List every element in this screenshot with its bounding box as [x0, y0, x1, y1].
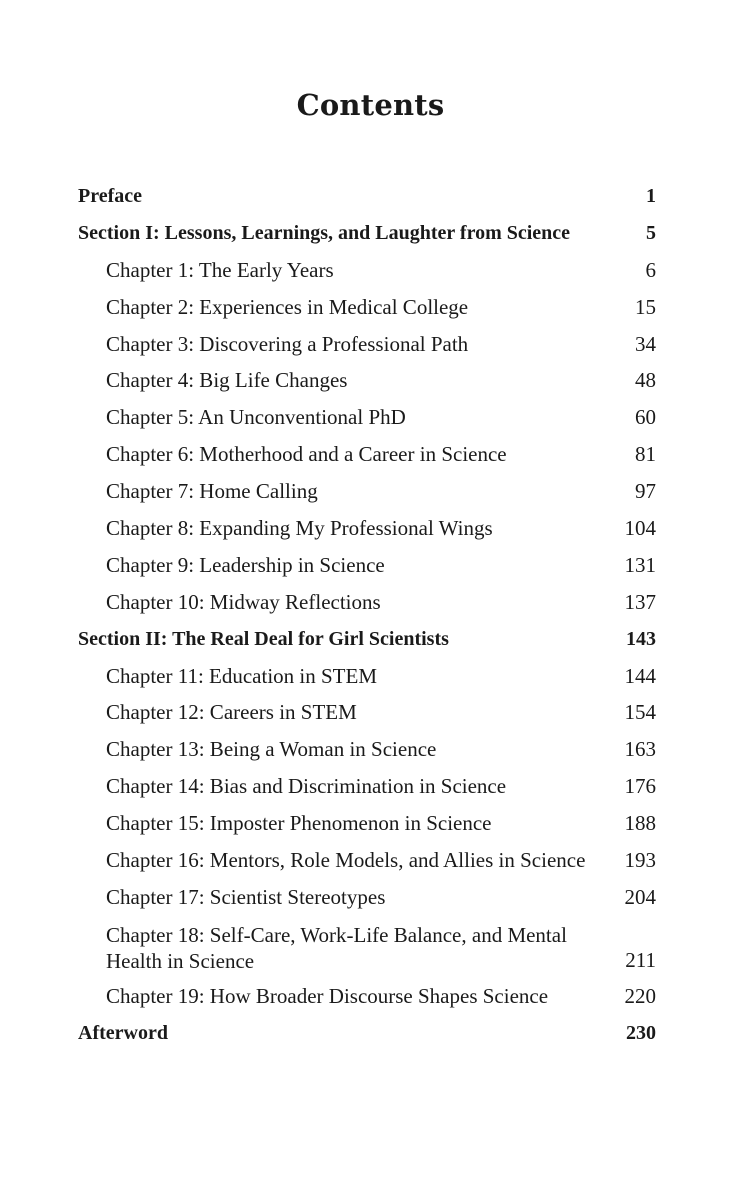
toc-chapter-entry: [78, 547, 656, 584]
toc-page-number: 143: [626, 627, 656, 650]
toc-chapter-entry: [78, 326, 656, 363]
toc-page-number: 176: [624, 774, 656, 799]
toc-chapter-entry: [78, 694, 656, 731]
toc-entry-label: Chapter 13: Being a Woman in Science: [106, 737, 437, 762]
toc-entry-label: Chapter 2: Experiences in Medical College: [106, 294, 469, 319]
toc-chapter-entry: [78, 584, 656, 621]
toc-page-number: 163: [624, 737, 656, 762]
toc-entry-label: Chapter 7: Home Calling: [106, 479, 318, 504]
toc-entry-label: Chapter 10: Midway Reflections: [106, 589, 381, 614]
toc-page-number: 48: [635, 368, 656, 393]
toc-chapter-entry: [78, 978, 656, 1015]
toc-entry-label: Chapter 4: Big Life Changes: [106, 368, 348, 393]
toc-page-number: 211: [625, 947, 656, 972]
toc-entry-label: Chapter 8: Expanding My Professional Wings: [106, 516, 493, 541]
toc-page-number: 6: [645, 257, 656, 282]
toc-entry-label: Chapter 9: Leadership in Science: [106, 552, 385, 577]
toc-chapter-entry: [78, 510, 656, 547]
toc-chapter-entry: [78, 362, 656, 399]
toc-entry-label: Chapter 6: Motherhood and a Career in Science: [106, 442, 507, 467]
toc-entry-label: Chapter 18: Self-Care, Work-Life Balance, and Mental Health in Science: [106, 922, 567, 973]
toc-entry-label: Afterword: [78, 1021, 168, 1044]
toc-chapter-entry: [78, 399, 656, 436]
toc-page-number: 104: [624, 516, 656, 541]
toc-section-entry: [78, 215, 656, 252]
toc-entry-label: Chapter 17: Scientist Stereotypes: [106, 884, 386, 909]
toc-chapter-entry: [78, 842, 656, 879]
toc-page-number: 154: [624, 700, 656, 725]
toc-section-entry: [78, 1015, 656, 1052]
toc-entry-label: Chapter 19: How Broader Discourse Shapes Science: [106, 983, 549, 1008]
toc-page-number: 193: [624, 848, 656, 873]
table-of-contents: [78, 178, 656, 1052]
toc-chapter-entry: [78, 473, 656, 510]
toc-entry-label: Chapter 5: An Unconventional PhD: [106, 405, 406, 430]
toc-entry-label: Preface: [78, 185, 143, 207]
toc-chapter-entry: [78, 768, 656, 805]
toc-entry-label: Chapter 11: Education in STEM: [106, 663, 378, 688]
toc-page-number: 34: [635, 331, 656, 356]
toc-page-number: 1: [646, 185, 656, 207]
toc-entry-label: Section I: Lessons, Learnings, and Laughter from Science: [78, 221, 571, 244]
toc-entry-label: Chapter 1: The Early Years: [106, 257, 334, 282]
toc-page-number: 131: [624, 552, 656, 577]
toc-page-number: 60: [635, 405, 656, 430]
toc-chapter-entry: [78, 289, 656, 326]
toc-entry-label: Chapter 12: Careers in STEM: [106, 700, 357, 725]
toc-page-number: 230: [626, 1021, 656, 1044]
toc-entry-label: Chapter 16: Mentors, Role Models, and Allies in Science: [106, 848, 586, 873]
toc-page-number: 97: [635, 479, 656, 504]
toc-chapter-entry: [78, 252, 656, 289]
toc-page-number: 81: [635, 442, 656, 467]
toc-section-entry: [78, 621, 656, 658]
toc-chapter-entry: [78, 658, 656, 695]
toc-chapter-entry: [78, 805, 656, 842]
toc-page-number: 188: [624, 811, 656, 836]
toc-chapter-entry: [78, 731, 656, 768]
toc-chapter-entry: [78, 879, 656, 916]
toc-section-entry: [78, 178, 656, 215]
toc-page-number: 220: [624, 983, 656, 1008]
toc-entry-label: Chapter 3: Discovering a Professional Path: [106, 331, 469, 356]
toc-chapter-entry: [78, 916, 656, 978]
toc-entry-label: Chapter 14: Bias and Discrimination in Science: [106, 774, 507, 799]
toc-entry-label: Chapter 15: Imposter Phenomenon in Science: [106, 811, 492, 836]
toc-entry-label: Section II: The Real Deal for Girl Scientists: [78, 627, 449, 650]
page-title: Contents: [296, 88, 445, 122]
toc-chapter-entry: [78, 436, 656, 473]
toc-page-number: 204: [624, 884, 656, 909]
toc-page-number: 15: [635, 294, 656, 319]
toc-page-number: 144: [624, 663, 656, 688]
toc-page-number: 137: [624, 589, 656, 614]
toc-page-number: 5: [646, 221, 656, 244]
